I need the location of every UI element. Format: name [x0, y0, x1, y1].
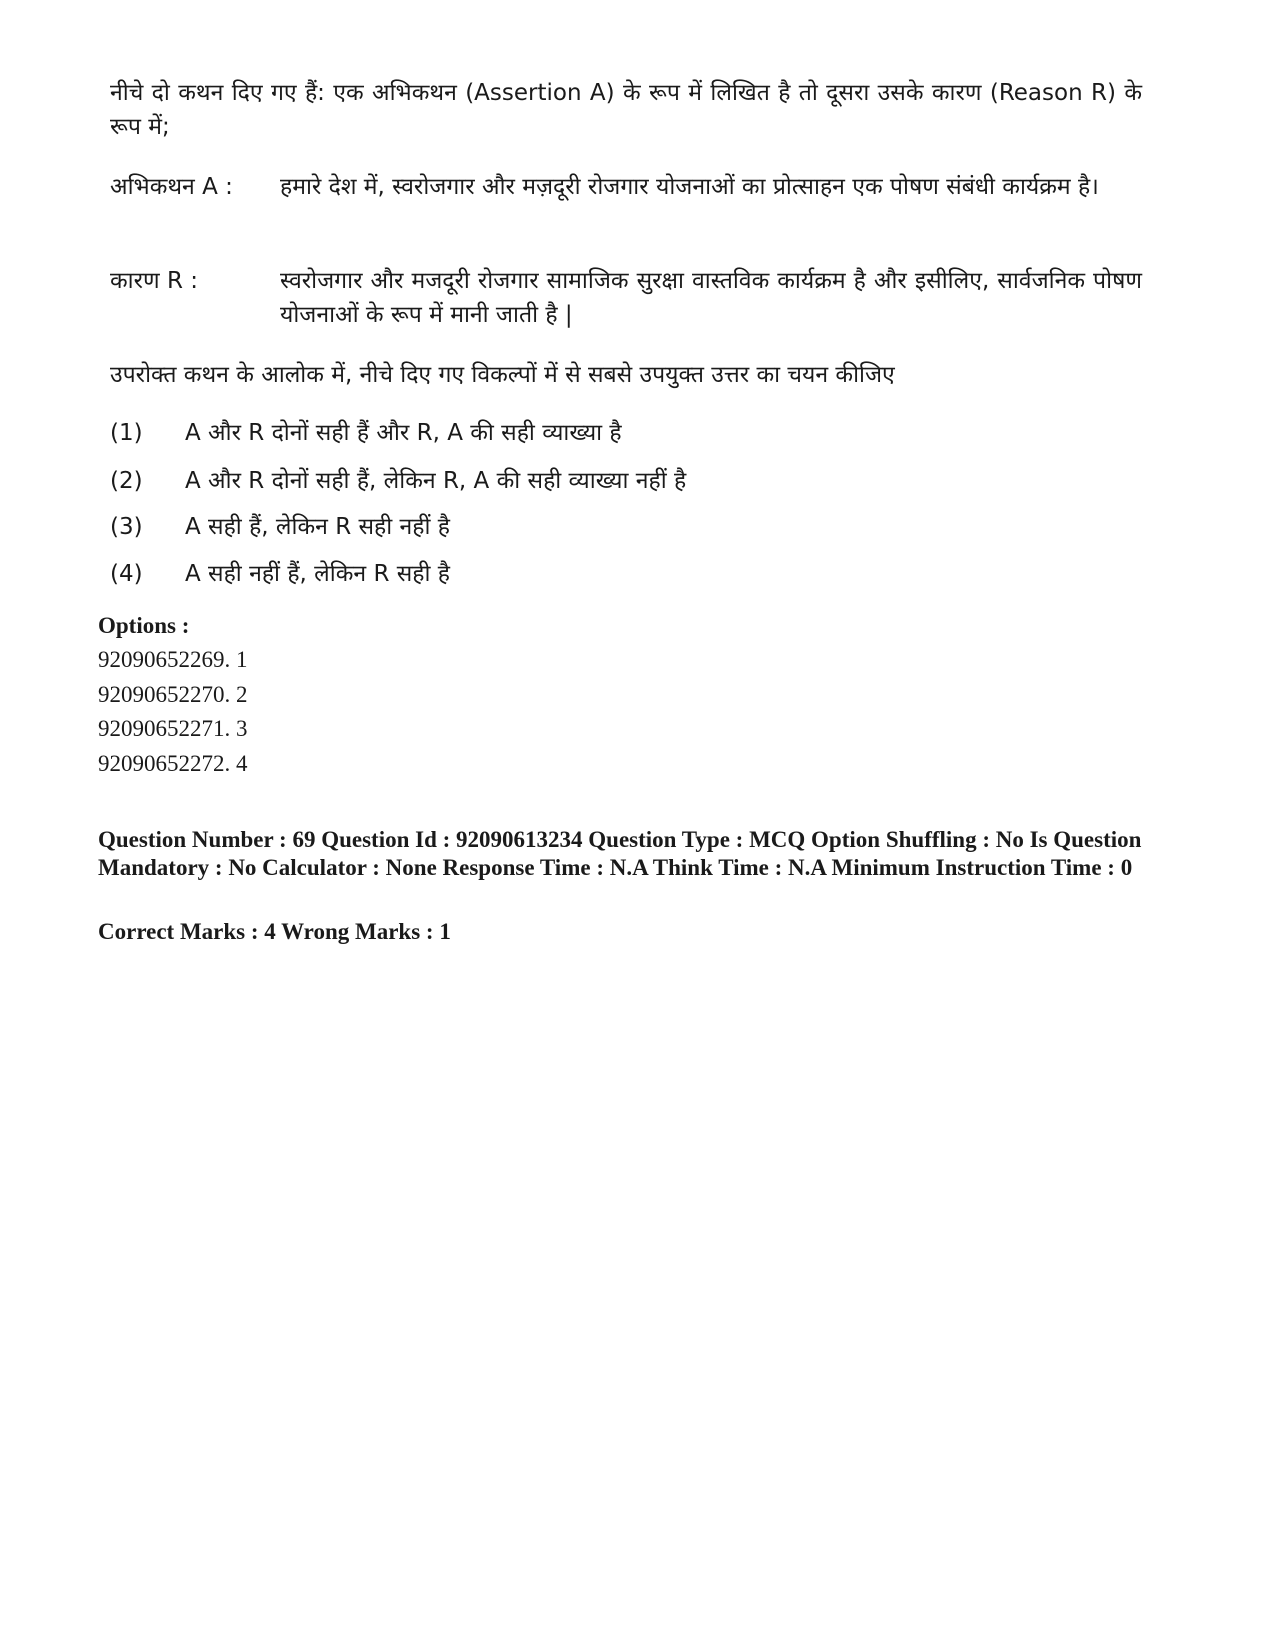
option-item: 92090652271. 3 [98, 716, 248, 741]
choice-number: (4) [110, 561, 143, 587]
question-prompt: उपरोक्त कथन के आलोक में, नीचे दिए गए विकल्पों में से सबसे उपयुक्त उत्तर का चयन कीजिए [110, 362, 895, 388]
reason-label: कारण R : [110, 268, 199, 294]
question-meta: Question Number : 69 Question Id : 92090613234 Question Type : MCQ Option Shuffling : No Is Question Mandatory : No Calculator : None Response Time : N.A Think Time : N.A Minimum Instruction Time : 0 [98, 827, 1142, 880]
option-item: 92090652269. 1 [98, 647, 248, 672]
reason-text: स्वरोजगार और मजदूरी रोजगार सामाजिक सुरक्षा वास्तविक कार्यक्रम है और इसीलिए, सार्वजनिक पोषण योजनाओं के रूप में मानी जाती है | [280, 268, 1142, 328]
choice-text: A और R दोनों सही हैं, लेकिन R, A की सही व्याख्या नहीं है [185, 468, 687, 494]
choice-text: A सही नहीं हैं, लेकिन R सही है [185, 561, 450, 587]
choice-number: (3) [110, 514, 143, 540]
options-title: Options : [98, 613, 190, 638]
assertion-text: हमारे देश में, स्वरोजगार और मज़दूरी रोजगार योजनाओं का प्रोत्साहन एक पोषण संबंधी कार्यक्रम है। [280, 174, 1099, 200]
question-intro: नीचे दो कथन दिए गए हैं: एक अभिकथन (Assertion A) के रूप में लिखित है तो दूसरा उसके कारण (Reason R) के रूप में; [110, 80, 1142, 140]
question-marks: Correct Marks : 4 Wrong Marks : 1 [98, 919, 451, 944]
choice-text: A सही हैं, लेकिन R सही नहीं है [185, 514, 450, 540]
option-item: 92090652270. 2 [98, 682, 248, 707]
choice-text: A और R दोनों सही हैं और R, A की सही व्याख्या है [185, 420, 622, 446]
assertion-label: अभिकथन A : [110, 174, 233, 200]
option-item: 92090652272. 4 [98, 751, 248, 776]
choice-number: (1) [110, 420, 143, 446]
choice-number: (2) [110, 468, 143, 494]
